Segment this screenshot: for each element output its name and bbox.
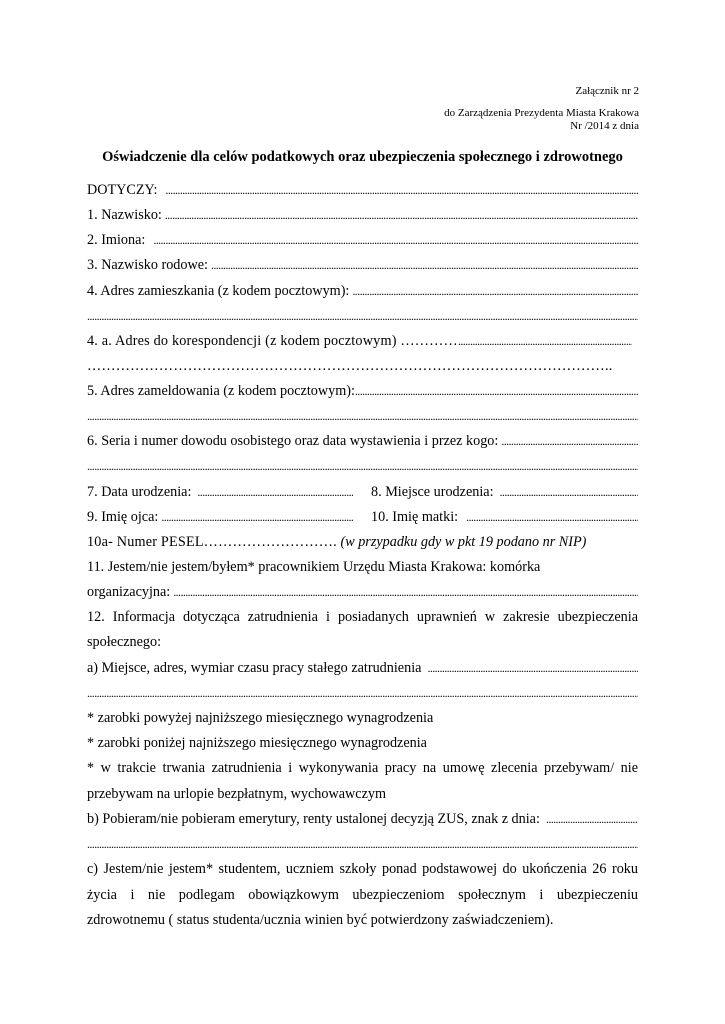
maiden-name-dotted-line[interactable] — [211, 256, 638, 274]
pesel-field[interactable] — [87, 533, 638, 551]
employee-status-line — [87, 558, 638, 576]
registered-address-dotted-line[interactable] — [355, 382, 638, 400]
registered-address-continuation[interactable] — [87, 407, 638, 425]
workplace-label: a) Miejsce, adres, wymiar czasu pracy stałego zatrudnienia — [87, 660, 422, 676]
correspondence-address-dotted-line-2[interactable]: ……………………………………………………………………………………………….. — [87, 358, 613, 374]
first-names-field[interactable] — [87, 231, 638, 249]
residence-address-field[interactable] — [87, 282, 638, 300]
unpaid-leave-option-1[interactable]: * w trakcie trwania zatrudnienia i wykonywania pracy na umowę zlecenia przebywam/ nie — [87, 760, 638, 776]
birth-place-dotted-line[interactable] — [500, 483, 638, 501]
birth-date-label: 7. Data urodzenia: — [87, 484, 192, 500]
parents-row — [87, 508, 638, 526]
pension-dotted-line[interactable] — [546, 810, 638, 828]
father-name-dotted-line[interactable] — [161, 508, 353, 526]
id-card-continuation[interactable] — [87, 457, 638, 475]
birth-place-field[interactable] — [371, 483, 638, 501]
correspondence-address-field[interactable] — [87, 332, 638, 350]
birth-place-label: 8. Miejsce urodzenia: — [371, 484, 494, 500]
employee-status-label: 11. Jestem/nie jestem/byłem* pracownikiem Urzędu Miasta Krakowa: komórka — [87, 559, 541, 575]
regulation-number-date: Nr /2014 z dnia — [570, 120, 639, 132]
student-status-3: zdrowotnemu ( status studenta/ucznia winien być potwierdzony zaświadczeniem). — [87, 912, 554, 928]
birth-row — [87, 483, 638, 501]
id-card-dotted-line[interactable] — [501, 432, 638, 450]
correspondence-address-dotted-line[interactable] — [458, 332, 632, 350]
organizational-unit-label: organizacyjna: — [87, 584, 171, 600]
registered-address-dotted-line-2[interactable] — [87, 407, 638, 425]
first-names-label: 2. Imiona: — [87, 232, 146, 248]
dotyczy-field[interactable] — [87, 181, 638, 199]
father-name-label: 9. Imię ojca: — [87, 509, 159, 525]
first-names-dotted-line[interactable] — [153, 231, 638, 249]
birth-date-dotted-line[interactable] — [197, 483, 353, 501]
pension-label: b) Pobieram/nie pobieram emerytury, renty ustalonej decyzją ZUS, znak z dnia: — [87, 811, 540, 827]
registered-address-label: 5. Adres zameldowania (z kodem pocztowym): — [87, 383, 355, 399]
maiden-name-label: 3. Nazwisko rodowe: — [87, 257, 208, 273]
correspondence-address-continuation[interactable] — [87, 357, 638, 375]
employment-info-heading-1: 12. Informacja dotycząca zatrudnienia i posiadanych uprawnień w zakresie ubezpieczenia — [87, 609, 638, 625]
surname-label: 1. Nazwisko: — [87, 207, 162, 223]
employment-info-heading-2: społecznego: — [87, 634, 162, 650]
organizational-unit-dotted-line[interactable] — [173, 583, 638, 601]
pesel-note: (w przypadku gdy w pkt 19 podano nr NIP) — [340, 534, 587, 550]
earnings-above-option[interactable]: * zarobki powyżej najniższego miesięcznego wynagrodzenia — [87, 710, 434, 726]
attachment-number: Załącznik nr 2 — [575, 85, 639, 97]
surname-field[interactable] — [87, 206, 638, 224]
mother-name-label: 10. Imię matki: — [371, 509, 459, 525]
workplace-field[interactable] — [87, 659, 638, 677]
pension-dotted-line-2[interactable] — [87, 835, 638, 853]
pension-continuation[interactable] — [87, 835, 638, 853]
document-title: Oświadczenie dla celów podatkowych oraz ubezpieczenia społecznego i zdrowotnego — [102, 149, 623, 165]
mother-name-dotted-line[interactable] — [466, 508, 638, 526]
pesel-label: 10a- Numer PESEL………………………. — [87, 534, 337, 550]
unpaid-leave-option-2: przebywam na urlopie bezpłatnym, wychowawczym — [87, 786, 387, 802]
father-name-field[interactable] — [87, 508, 353, 526]
mother-name-field[interactable] — [371, 508, 638, 526]
student-status-2: życia i nie podlegam obowiązkowym ubezpieczeniom społecznym i ubezpieczeniu — [87, 887, 638, 903]
residence-address-continuation[interactable] — [87, 307, 638, 325]
workplace-continuation[interactable] — [87, 684, 638, 702]
id-card-dotted-line-2[interactable] — [87, 457, 638, 475]
earnings-below-option[interactable]: * zarobki poniżej najniższego miesięcznego wynagrodzenia — [87, 735, 427, 751]
maiden-name-field[interactable] — [87, 256, 638, 274]
workplace-dotted-line-2[interactable] — [87, 684, 638, 702]
correspondence-address-label: 4. a. Adres do korespondencji (z kodem pocztowym) ………… — [87, 333, 458, 349]
surname-dotted-line[interactable] — [165, 206, 638, 224]
residence-address-dotted-line-2[interactable] — [87, 307, 638, 325]
dotyczy-label: DOTYCZY: — [87, 182, 158, 198]
dotyczy-dotted-line[interactable] — [165, 181, 638, 199]
student-status-1[interactable]: c) Jestem/nie jestem* studentem, uczniem szkoły ponad podstawowej do ukończenia 26 roku — [87, 861, 638, 877]
workplace-dotted-line[interactable] — [427, 659, 638, 677]
regulation-reference: do Zarządzenia Prezydenta Miasta Krakowa — [444, 107, 639, 119]
registered-address-field[interactable] — [87, 382, 638, 400]
birth-date-field[interactable] — [87, 483, 353, 501]
id-card-label: 6. Seria i numer dowodu osobistego oraz data wystawienia i przez kogo: — [87, 433, 499, 449]
pension-field[interactable] — [87, 810, 638, 828]
residence-address-dotted-line[interactable] — [352, 282, 638, 300]
residence-address-label: 4. Adres zamieszkania (z kodem pocztowym): — [87, 283, 350, 299]
organizational-unit-field[interactable] — [87, 583, 638, 601]
id-card-field[interactable] — [87, 432, 638, 450]
